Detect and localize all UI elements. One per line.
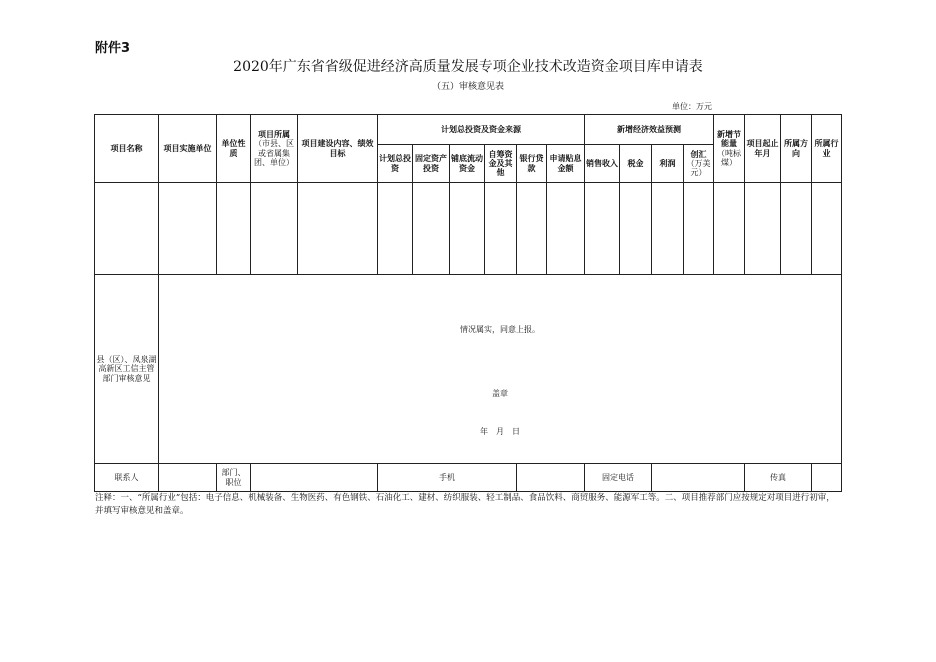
mobile-value[interactable] [517,464,585,492]
application-table [94,114,842,492]
header-industry: 所属行业 [812,115,842,183]
dept-value[interactable] [251,464,378,492]
review-date: 年 月 日 [480,427,521,436]
cell-implementer[interactable] [159,183,217,275]
review-opinion-cell[interactable] [159,275,842,464]
header-direction: 所属方向 [781,115,812,183]
header-belong-note: （市县、区或省属集团、单位） [254,139,294,167]
header-ben-export-label: 创汇 [690,149,707,159]
cell-direction[interactable] [781,183,812,275]
cell-energy[interactable] [714,183,745,275]
review-seal: 盖章 [492,389,509,398]
header-inv-bank: 银行贷款 [517,145,547,183]
header-energy [714,115,745,183]
header-implementer: 项目实施单位 [159,115,217,183]
cell-inv-subsidy[interactable] [547,183,585,275]
phone-label: 固定电话 [585,464,652,492]
unit-label: 单位：万元 [672,102,712,111]
header-ben-sales: 销售收入 [585,145,620,183]
header-inv-self: 自筹资金及其他 [485,145,517,183]
fax-value[interactable] [812,464,842,492]
cell-inv-bank[interactable] [517,183,547,275]
header-inv-total: 计划总投资 [378,145,413,183]
form-subtitle: （五）审核意见表 [431,82,504,92]
header-inv-working: 铺底流动资金 [450,145,485,183]
header-ben-export [684,145,714,183]
mobile-label: 手机 [378,464,517,492]
cell-ben-profit[interactable] [652,183,684,275]
header-period: 项目起止年月 [745,115,781,183]
cell-project-name[interactable] [95,183,159,275]
cell-ben-tax[interactable] [620,183,652,275]
footnote: 注释：一、“所属行业”包括：电子信息、机械装备、生物医药、有色钢铁、石油化工、建材、纺织服装、轻工制品、食品饮料、商贸服务、能源军工等。二、项目推荐部门应按规定对项目进行初审，并填写审核意见和盖章。 [95,493,835,516]
header-ben-profit: 利润 [652,145,684,183]
header-benefit-group: 新增经济效益预测 [585,115,714,145]
fax-label: 传真 [745,464,812,492]
header-energy-unit: （吨标煤） [717,148,742,167]
cell-inv-working[interactable] [450,183,485,275]
cell-industry[interactable] [812,183,842,275]
header-inv-fixed: 固定资产投资 [413,145,450,183]
header-project-name: 项目名称 [95,115,159,183]
cell-inv-total[interactable] [378,183,413,275]
dept-label: 部门、职位 [217,464,251,492]
form-title: 2020年广东省省级促进经济高质量发展专项企业技术改造资金项目库申请表 [233,59,703,75]
attachment-label: 附件3 [95,41,131,56]
contact-label: 联系人 [95,464,159,492]
header-belong [251,115,298,183]
phone-value[interactable] [652,464,745,492]
cell-ben-sales[interactable] [585,183,620,275]
cell-inv-fixed[interactable] [413,183,450,275]
header-ben-tax: 税金 [620,145,652,183]
header-ben-export-unit: （万美元） [686,158,711,178]
header-inv-subsidy: 申请贴息金额 [547,145,585,183]
cell-inv-self[interactable] [485,183,517,275]
cell-period[interactable] [745,183,781,275]
table-row [95,183,842,275]
cell-content[interactable] [298,183,378,275]
review-label: 县（区）、凤泉湖高新区工信主管部门审核意见 [95,275,159,464]
header-belong-label: 项目所属 [258,130,290,140]
review-opinion: 情况属实，同意上报。 [460,325,541,334]
cell-belong[interactable] [251,183,298,275]
header-energy-label: 新增节能量 [717,130,742,149]
cell-ben-export[interactable] [684,183,714,275]
header-content: 项目建设内容、绩效目标 [298,115,378,183]
contact-value[interactable] [159,464,217,492]
header-nature: 单位性质 [217,115,251,183]
cell-nature[interactable] [217,183,251,275]
header-investment-group: 计划总投资及资金来源 [378,115,585,145]
